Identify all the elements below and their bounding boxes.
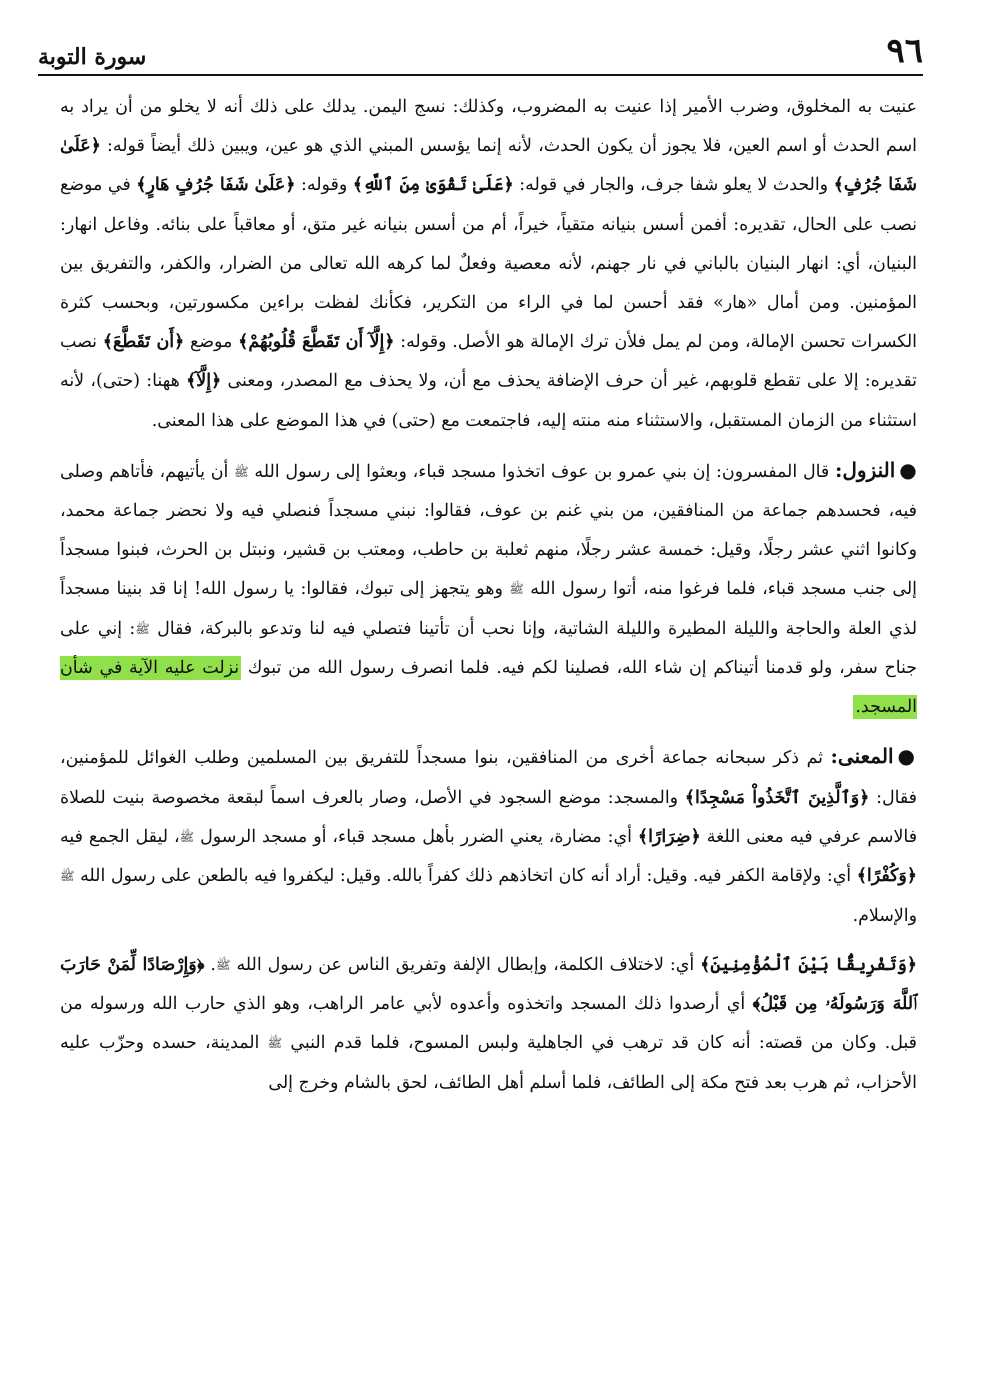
salla-icon: ﷺ [135,621,150,636]
section-label-nuzul: النزول: [835,457,896,482]
quran-verse: ﴿عَلَىٰ شَفَا جُرُفٍ هَارٍ﴾ [136,175,296,196]
quran-verse: ﴿إِلَّآ﴾ [186,371,222,392]
text-run: أي أرصدوا ذلك المسجد واتخذوه وأعدوه لأبي عامر الراهب، وهو الذي حارب الله ورسوله من قبل. وكان من قصته: أنه كان قد ترهب في الجاهلية ولبس المسوح، فلما قدم النبي [60,994,917,1054]
salla-icon: ﷺ [509,582,524,597]
quran-verse: ﴿وَإِرْصَادًا لِّمَنْ حَارَبَ ٱللَّهَ وَرَسُولَهُۥ مِن قَبْلُ﴾ [60,954,917,1015]
text-run: عنيت به المخلوق، وضرب الأمير إذا عنيت به المضروب، وكذلك: نسج اليمن. يدلك على ذلك أنه لا يخلو من أن يراد به اسم الحدث أو اسم العين، فلا يجوز أن يكون الحدث، لأنه إنما يؤسس المبني الذي هو عين، ويبين ذلك أيضاً قوله: [60,97,917,157]
quran-verse: ﴿عَلَىٰ تَقْوَىٰ مِنَ ٱللَّهِ﴾ [352,175,514,196]
text-run: أي: لاختلاف الكلمة، وإبطال الإلفة وتفريق الناس عن رسول الله [230,954,701,975]
quran-verse: ﴿ضِرَارًا﴾ [637,826,701,847]
text-run: أي: ولإقامة الكفر فيه. وقيل: أراد أنه كان اتخاذهم ذلك كفراً بالله. وقيل: ليكفروا فيه بالطعن على رسول الله [74,866,857,887]
text-run: في موضع نصب على الحال، تقديره: أفمن أسس بنيانه متقياً، خيراً، أم من أسس بنيانه غير متق، أو معاقباً على بنائه. وفاعل انهار: البنيان، أي: انهار البنيان بالباني في نار جهنم، لأنه معصية وفعلٌ لما كرهه الله تعالى من الضرار، والكفر، والتفريق بين المؤمنين. ومن أمال «هار» فقد أحسن لما في الراء من التكرير، فكأنك لفظت براءين مكسورتين، وبحسب كثرة الكسرات تحسن الإمالة، ومن لم يمل فلأن ترك الإمالة هو الأصل. وقوله: [60,175,917,353]
text-run: قال المفسرون: إن بني عمرو بن عوف اتخذوا مسجد قباء، وبعثوا إلى رسول الله [248,461,835,482]
paragraph-meaning [60,737,917,935]
salla-icon: ﷺ [215,957,231,972]
paragraph-revelation [60,451,917,728]
bullet-icon: ● [897,744,917,769]
text-run: ههنا: (حتى)، لأنه استثناء من الزمان المستقبل، والاستثناء منه منته إليه، فاجتمعت مع (حتى) في هذا الموضع على هذا المعنى. [60,371,917,431]
salla-icon: ﷺ [179,829,195,844]
text-run: والمسجد: موضع السجود في الأصل، وصار بالعرف اسماً لبقعة مخصوصة بنيت للصلاة فالاسم عرفي فيه معنى اللغة [60,787,918,847]
quran-verse: ﴿أَن تَقَطَّعَ﴾ [102,332,185,353]
text-run: ، ليقل الجمع فيه [60,826,180,847]
page-body [60,88,917,1103]
salla-icon: ﷺ [267,1036,283,1051]
text-run: موضع [184,332,239,353]
quran-verse: ﴿وَتَفْرِيقًۢا بَيْنَ ٱلْمُؤْمِنِينَ﴾ [700,954,917,975]
quran-verse: ﴿عَلَىٰ شَفَا جُرُفٍ﴾ [60,136,917,196]
bullet-icon: ● [899,457,918,482]
paragraph-grammar [60,88,917,441]
text-run: وهو يتجهز إلى تبوك، فقالوا: يا رسول الله! إنا قد بنينا مسجداً لذي العلة والحاجة والليلة المطيرة والليلة الشاتية، وإنا نحب أن تأتينا فتصلي فيه لنا وتدعو بالبركة، فقال [60,579,918,639]
page-number: ٩٦ [886,31,923,71]
highlighted-text: نزلت عليه الآية في شأن المسجد. [60,658,917,718]
text-run: ثم ذكر سبحانه جماعة أخرى من المنافقين، بنوا مسجداً للتفريق بين المسلمين وطلب الغوائل للمؤمنين، فقال: [60,748,917,808]
quran-verse: ﴿وَٱلَّذِينَ ٱتَّخَذُواْ مَسْجِدًا﴾ [684,787,870,808]
text-run: والحدث لا يعلو شفا جرف، والجار في قوله: [513,175,834,196]
text-run: . [204,954,216,975]
section-label-maana: المعنى: [830,744,894,769]
surah-title: سورة التوبة [38,44,147,70]
quran-verse: ﴿إِلَّآ أَن تَقَطَّعَ قُلُوبُهُمْ﴾ [238,332,395,353]
text-run: : إني على جناح سفر، ولو قدمنا أتيناكم إن شاء الله، فصلينا لكم فيه. فلما انصرف رسول الله من تبوك [60,618,917,679]
text-run: نصب تقديره: إلا على تقطع قلوبهم، غير أن حرف الإضافة يحذف مع أن، ولا يحذف مع المصدر، ومعنى [60,332,917,392]
salla-icon: ﷺ [60,869,75,884]
text-run: وقوله: [295,175,353,196]
text-run: أن يأتيهم، فأتاهم وصلى فيه، فحسدهم جماعة من المنافقين، من بني غنم بن عوف، فقالوا: نبني مسجداً فنصلي فيه ولا نحضر جماعة محمد، وكانوا اثني عشر رجلًا، وقيل: خمسة عشر رجلًا، منهم ثعلبة بن حاطب، ومعتب بن قشير، ونبتل بن الحرث، فبنوا مسجداً إلى جنب مسجد قباء، فلما فرغوا منه، أتوا رسول الله [60,461,918,600]
salla-icon: ﷺ [234,464,249,479]
text-run: والإسلام. [852,905,917,926]
text-run: أي: مضارة، يعني الضرر بأهل مسجد قباء، أو مسجد الرسول [194,826,638,847]
page-header [38,30,923,76]
quran-verse: ﴿وَكُفْرًا﴾ [856,866,917,887]
text-run: المدينة، حسده وحزّب عليه الأحزاب، ثم هرب بعد فتح مكة إلى الطائف، فلما أسلم أهل الطائف، لحق بالشام وخرج إلى [60,1033,917,1093]
paragraph-division [60,946,917,1103]
